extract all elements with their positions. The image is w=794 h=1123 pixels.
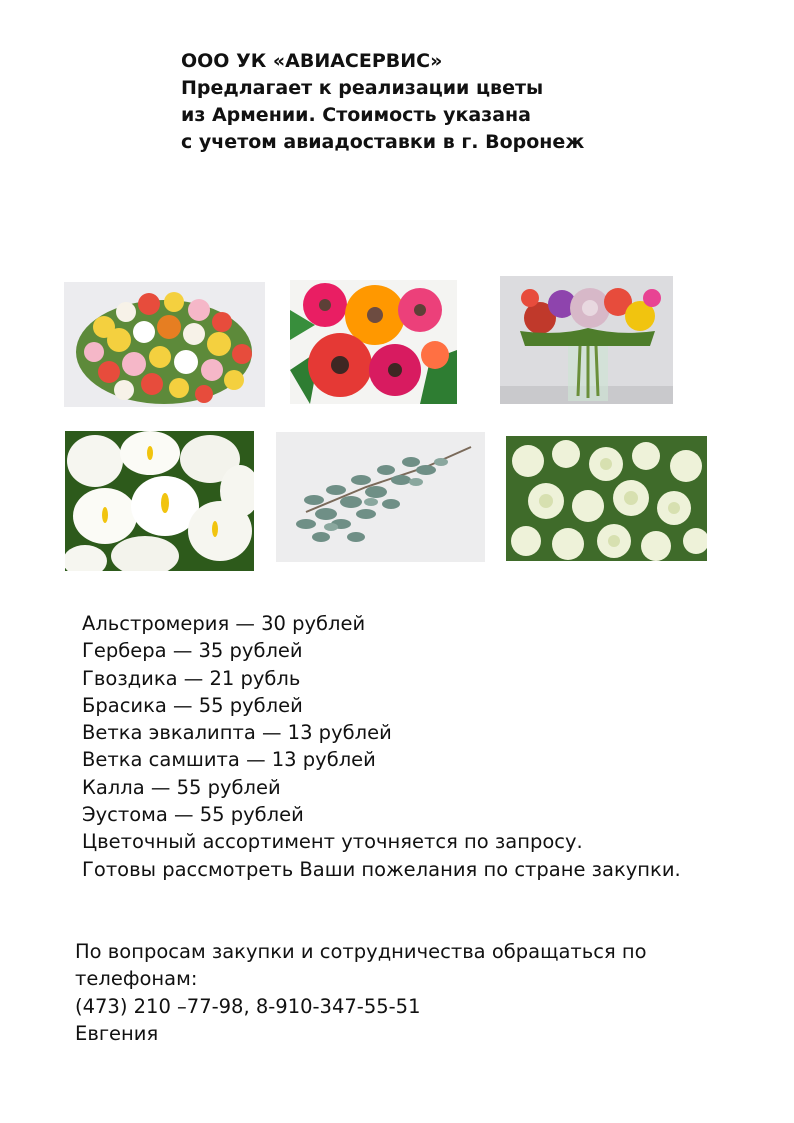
eustoma-photo	[506, 436, 707, 561]
price-list	[82, 610, 681, 883]
assortment-note: Цветочный ассортимент уточняется по запросу.	[82, 830, 583, 854]
contacts-intro-cont: телефонам:	[75, 967, 198, 991]
price-item-brassica: Брасика — 55 рублей	[82, 693, 303, 717]
country-note: Готовы рассмотреть Ваши пожелания по стране закупки.	[82, 857, 681, 881]
document-header	[181, 48, 584, 156]
price-item-eucalyptus: Ветка эвкалипта — 13 рублей	[82, 721, 392, 745]
price-item-calla: Калла — 55 рублей	[82, 775, 281, 799]
header-line-offer: Предлагает к реализации цветы	[181, 77, 544, 99]
price-item-alstroemeria: Альстромерия — 30 рублей	[82, 612, 366, 635]
price-item-gerbera: Гербера — 35 рублей	[82, 639, 303, 663]
contact-phones: (473) 210 –77-98, 8-910-347-55-51	[75, 994, 421, 1018]
price-item-carnation: Гвоздика — 21 рубль	[82, 666, 301, 690]
calla-photo	[65, 431, 254, 571]
contacts-intro: По вопросам закупки и сотрудничества обращаться по	[75, 940, 647, 963]
brassica-photo	[500, 276, 673, 404]
price-item-eustoma: Эустома — 55 рублей	[82, 803, 304, 827]
contacts-block	[75, 938, 647, 1047]
header-line-delivery: с учетом авиадоставки в г. Воронеж	[181, 131, 585, 153]
gerbera-photo	[290, 280, 457, 404]
header-line-origin: из Армении. Стоимость указана	[181, 104, 531, 126]
alstroemeria-photo	[64, 282, 265, 407]
contact-name: Евгения	[75, 1021, 159, 1045]
company-name: ООО УК «АВИАСЕРВИС»	[181, 50, 443, 72]
eucalyptus-photo	[276, 432, 485, 562]
price-item-boxwood: Ветка самшита — 13 рублей	[82, 748, 376, 772]
